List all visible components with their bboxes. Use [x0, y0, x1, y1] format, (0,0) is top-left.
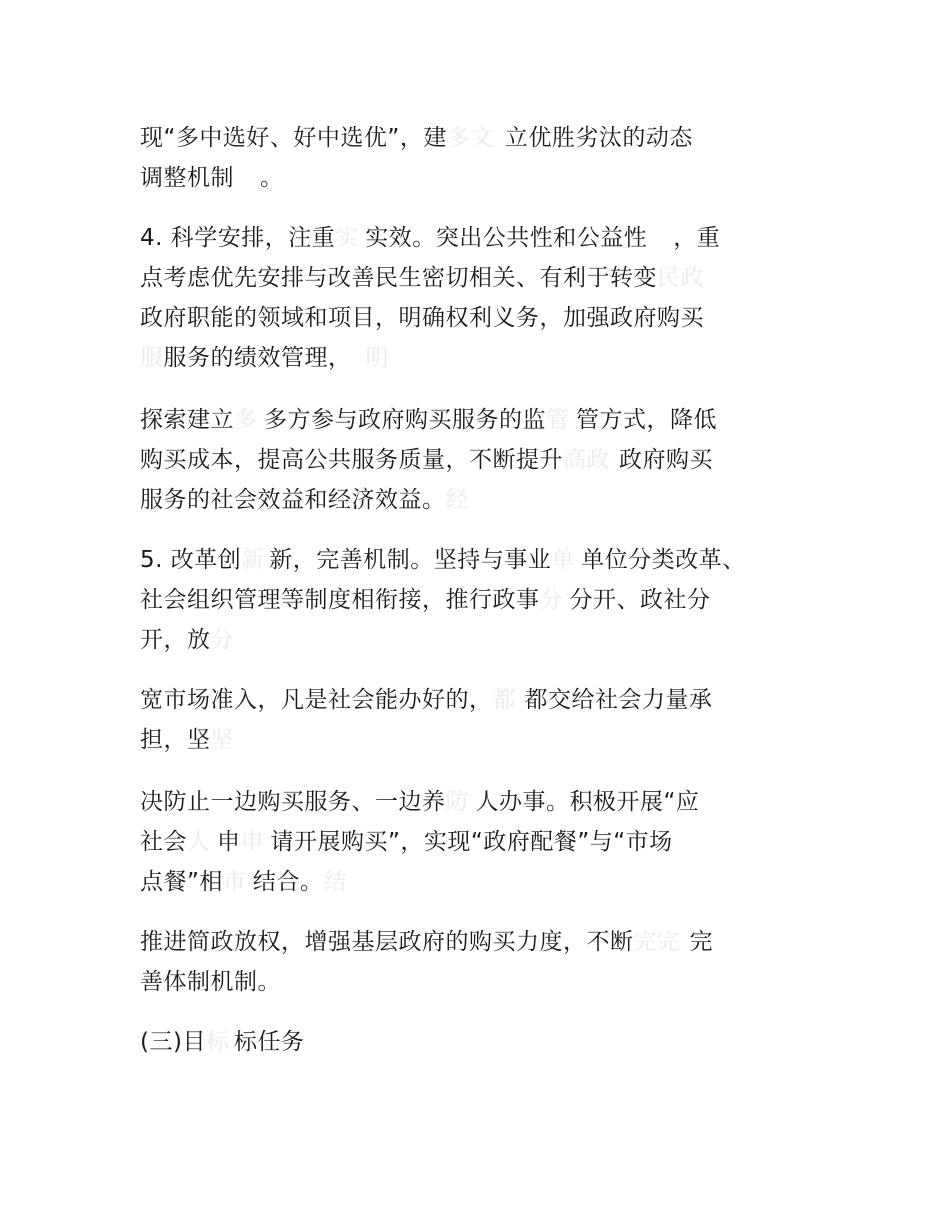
text-segment: 新，完善机制。坚持与事业 — [269, 547, 552, 573]
text-segment: 分开、政社分 — [569, 587, 711, 613]
faded-text: 实 — [335, 225, 359, 251]
faded-text: 人 — [187, 829, 211, 855]
text-segment: 购买成本，提高公共服务质量，不断提升 — [140, 447, 563, 473]
text-segment: 完 — [689, 929, 713, 955]
text-segment: 担，坚 — [140, 727, 211, 753]
paragraph-3 — [140, 400, 820, 520]
text-segment: 点餐”相 — [140, 869, 223, 895]
paragraph-1 — [140, 118, 820, 198]
text-segment: 申 — [217, 829, 241, 855]
text-segment: 实效。突出公共性和公益性 — [365, 225, 648, 251]
text-segment: 开，放 — [140, 627, 211, 653]
faded-text: 都 — [492, 687, 516, 713]
text-line — [140, 118, 820, 158]
text-line — [140, 962, 820, 1002]
faded-text: 完完 — [633, 929, 681, 955]
text-segment: 。 — [260, 165, 284, 191]
text-segment: 宽市场准入，凡是社会能办好的， — [140, 687, 493, 713]
text-line — [140, 298, 820, 338]
text-segment: 标任务 — [233, 1029, 305, 1055]
text-segment: 人办事。积极开展“应 — [475, 789, 700, 815]
text-line — [140, 922, 820, 962]
text-segment: 管方式，降低 — [576, 407, 717, 433]
faded-text: 多 — [234, 407, 258, 433]
faded-text: 防 — [445, 789, 469, 815]
text-segment: 推进简政放权，增强基层政府的购买力度，不断 — [140, 929, 634, 955]
text-segment: 多方参与政府购买服务的监 — [264, 407, 546, 433]
faded-text: 标 — [205, 1029, 230, 1055]
text-segment: 请开展购买”，实现“政府配餐”与“市场 — [270, 829, 673, 855]
text-segment: 5. 改革创 — [140, 547, 242, 573]
text-segment: 探索建立 — [140, 407, 234, 433]
text-segment: 点考虑优先安排与改善民生密切相关、有利于转变 — [140, 265, 657, 291]
text-segment: 政府购买 — [619, 447, 713, 473]
faded-text: 新 — [241, 547, 265, 573]
faded-text: 分 — [210, 627, 234, 653]
text-segment: 4. 科学安排，注重 — [140, 225, 336, 251]
faded-text: 分 — [539, 587, 563, 613]
paragraph-2 — [140, 218, 820, 378]
text-line — [140, 680, 820, 720]
faded-text: 坚 — [210, 727, 234, 753]
text-segment: 结合。 — [252, 869, 324, 895]
text-segment: 善体制机制。 — [140, 969, 281, 995]
text-line — [140, 158, 820, 198]
text-line — [140, 782, 820, 822]
text-line — [140, 620, 820, 660]
faded-text: 多文 — [446, 125, 494, 151]
faded-text: 明 — [365, 345, 389, 371]
text-segment: (三)目 — [140, 1029, 206, 1055]
text-segment: 社会组织管理等制度相衔接，推行政事 — [140, 587, 540, 613]
text-segment: 都交给社会力量承 — [524, 687, 713, 713]
text-line — [140, 400, 820, 440]
text-line — [140, 218, 820, 258]
faded-text: 高政 — [563, 447, 610, 473]
faded-text: 申 — [240, 829, 264, 855]
paragraph-4 — [140, 540, 820, 660]
paragraph-7 — [140, 922, 820, 1002]
text-segment: 立优胜劣汰的动态 — [504, 125, 693, 151]
text-line — [140, 580, 820, 620]
text-line — [140, 258, 820, 298]
text-line — [140, 822, 820, 862]
text-segment: 调整机制 — [140, 165, 234, 191]
text-segment: 政府职能的领域和项目，明确权利义务，加强政府购买 — [140, 305, 704, 331]
faded-text: 结 — [323, 869, 347, 895]
faded-text: 民政 — [657, 265, 704, 291]
text-line — [140, 720, 820, 760]
section-heading — [140, 1022, 820, 1062]
faded-text: 单 — [551, 547, 575, 573]
text-line — [140, 338, 820, 378]
paragraph-5 — [140, 680, 820, 760]
text-segment: 现“多中选好、好中选优”，建 — [140, 125, 447, 151]
text-line — [140, 540, 820, 580]
text-line — [140, 440, 820, 480]
text-segment: 服务的社会效益和经济效益。 — [140, 487, 446, 513]
text-segment: ，重 — [673, 225, 721, 251]
paragraph-6 — [140, 782, 820, 902]
text-segment: 决防止一边购买服务、一边养 — [140, 789, 446, 815]
text-segment: 社会 — [140, 829, 187, 855]
faded-text: 服 — [140, 345, 164, 371]
text-line — [140, 862, 820, 902]
text-line — [140, 480, 820, 520]
text-segment: 服务的绩效管理， — [163, 345, 352, 371]
faded-text: 经 — [445, 487, 469, 513]
text-segment: 单位分类改革、 — [581, 547, 746, 573]
faded-text: 市 — [222, 869, 247, 895]
text-line — [140, 1022, 820, 1062]
faded-text: 管 — [546, 407, 570, 433]
